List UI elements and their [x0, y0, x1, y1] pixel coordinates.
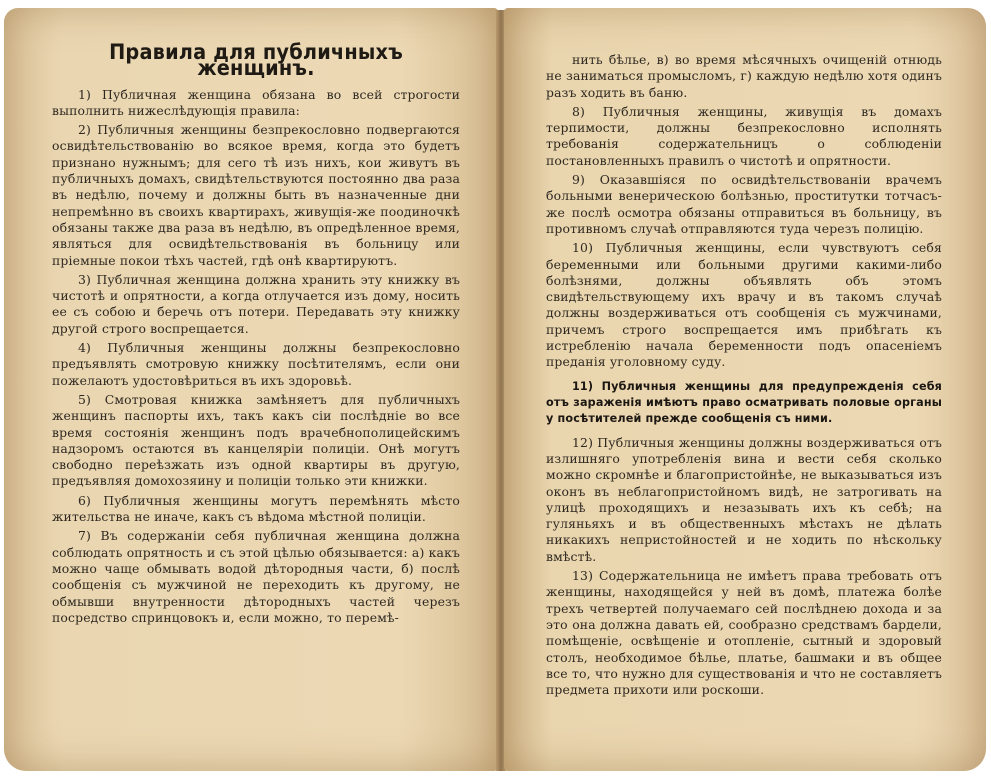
rule-paragraph: 3) Публичная женщина должна хранить эту книжку въ чистотѣ и опрятности, а когда отлучается изъ дому, носить ее съ собою и беречь отъ потери. Передавать эту книжку другой строго воспрещается. — [52, 271, 460, 336]
left-page — [4, 8, 498, 771]
right-page — [504, 8, 986, 771]
rule-paragraph: 4) Публичныя женщины должны безпрекословно предъявлять смотровую книжку посѣтителямъ, если они пожелаютъ удостовѣриться въ ихъ здоровьѣ. — [52, 340, 460, 388]
bold-rule-paragraph: 11) Публичныя женщины для предупрежденія себя отъ зараженія имѣютъ право осматривать половые органы у посѣтителей прежде сообщенія съ ними. — [546, 379, 942, 425]
page-title: Правила для публичныхъ женщинъ. — [109, 40, 403, 81]
rule-paragraph: 12) Публичныя женщины должны воздерживаться отъ излишняго употребленія вина и вести себя сколько можно скромнѣе и благопристойнѣе, не выказываться изъ оконъ въ неблагопристойномъ видѣ, не затрогивать на улицѣ проходящихъ и незазывать ихъ къ себѣ; на гуляньяхъ и въ общественныхъ мѣстахъ не дѣлать никакихъ непристойностей и не ходить по нѣскольку вмѣстѣ. — [546, 434, 942, 564]
rule-paragraph: 1) Публичная женщина обязана во всей строгости выполнить нижеслѣдующія правила: — [52, 86, 460, 118]
continued-text: нить бѣлье, в) во время мѣсячныхъ очищеній отнюдь не заниматься промысломъ, г) каждую недѣлю хотя одинъ разъ ходить въ баню. — [546, 52, 942, 100]
rule-paragraph: 5) Смотровая книжка замѣняетъ для публичныхъ женщинъ паспорты ихъ, такъ какъ сіи послѣдніе во все время состоянія женщинъ подъ врачебнополицейскимъ надзоромъ остаются въ канцеляріи полиціи. Онѣ могутъ свободно переѣзжать изъ одной квартиры въ другую, предъявляя домохозяину и полиціи только эти книжки. — [52, 391, 460, 489]
rule-paragraph: 10) Публичныя женщины, если чувствуютъ себя беременными или больными другими какими-либо болѣзнями, должны объявлять объ этомъ свидѣтельствующему ихъ врачу и въ такомъ случаѣ должны воздерживаться отъ сообщенія съ мужчинами, причемъ строго воспрещается имъ прибѣгать къ истребленію начала беременности подъ опасеніемъ преданія уголовному суду. — [546, 240, 942, 370]
rule-paragraph: 2) Публичныя женщины безпрекословно подвергаются освидѣтельствованію во всякое время, когда это будетъ признано нужнымъ; для сего тѣ изъ нихъ, кои живутъ въ публичныхъ домахъ, свидѣтельствуются постоянно два раза въ недѣлю, почему и должны быть въ назначенные дни непремѣнно въ своихъ квартирахъ, живущія-же поодиночкѣ обязаны также два раза въ недѣлю, въ опредѣленное время, являться для освидѣтельствованія въ больницу или пріемные покои тѣхъ частей, гдѣ онѣ квартируютъ. — [52, 122, 460, 268]
rule-paragraph: 9) Оказавшіяся по освидѣтельствованіи врачемъ больными венерическою болѣзнью, проститутки тотчасъ-же послѣ осмотра обязаны отправиться въ больницу, въ противномъ случаѣ отправляются туда черезъ полицію. — [546, 172, 942, 236]
rule-paragraph: 13) Содержательница не имѣетъ права требовать отъ женщины, находящейся у ней въ домѣ, платежа болѣе трехъ четвертей получаемаго сей послѣднею дохода и за это она должна давать ей, сообразно средствамъ бардели, помѣщеніе, освѣщеніе и отопленіе, сытный и здоровый столъ, необходимое бѣлье, платье, башмаки и въ общее все то, что нужно для существованія и что не составляетъ предмета прихоти или роскоши. — [546, 568, 942, 698]
rule-paragraph: 8) Публичныя женщины, живущія въ домахъ терпимости, должны безпрекословно исполнять требованія содержательницъ о соблюденіи постановленныхъ правилъ о чистотѣ и опрятности. — [546, 103, 942, 168]
left-page-content — [52, 40, 460, 629]
rule-paragraph: 7) Въ содержаніи себя публичная женщина должна соблюдать опрятность и съ этой цѣлью обязывается: а) какъ можно чаще обмывать водой дѣтородныя части, б) послѣ сообщенія съ мужчиной не переходить къ другому, не обмывши внутренности дѣтородныхъ частей черезъ посредство спринцовокъ и, если можно, то перемѣ- — [52, 528, 460, 625]
rule-paragraph: 6) Публичныя женщины могутъ перемѣнять мѣсто жительства не иначе, какъ съ вѣдома мѣстной полиціи. — [52, 492, 460, 525]
right-page-content — [546, 52, 942, 701]
